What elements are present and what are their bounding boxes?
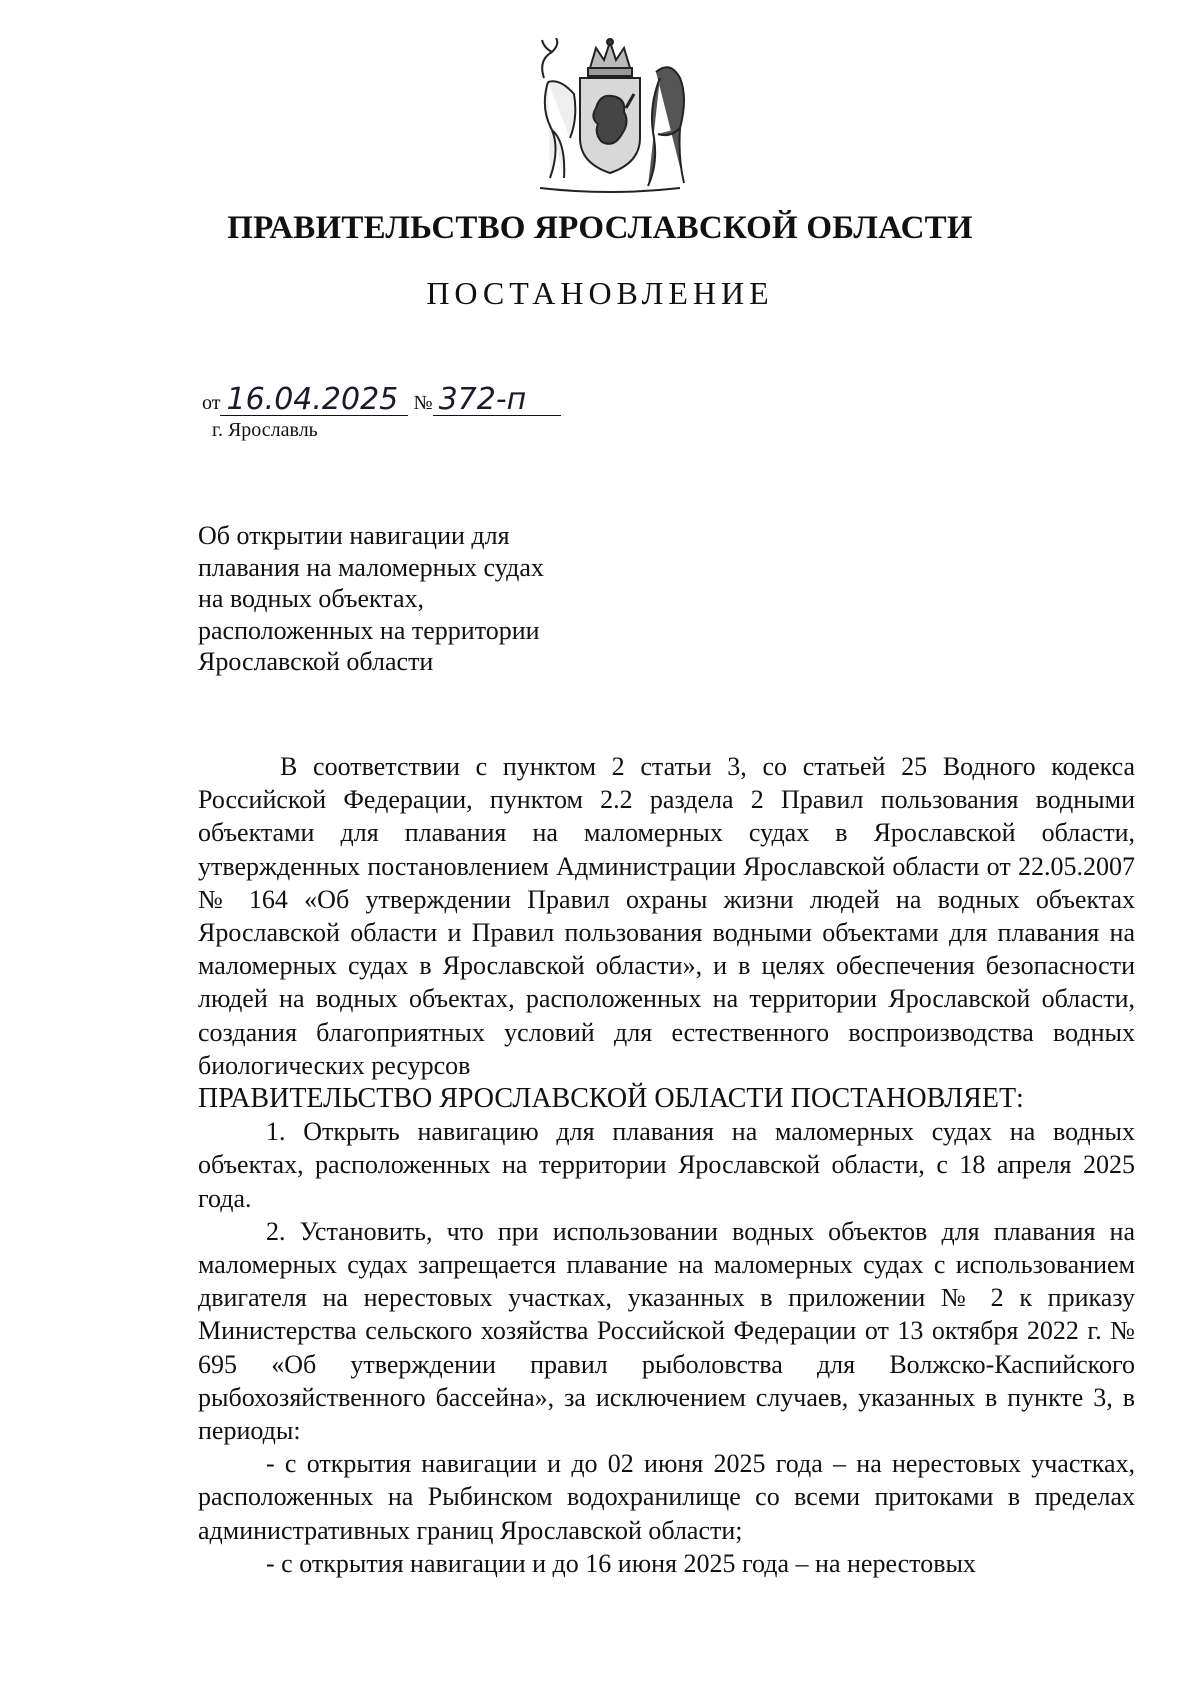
subject-line: на водных объектах, [198,584,424,613]
government-title: ПРАВИТЕЛЬСТВО ЯРОСЛАВСКОЙ ОБЛАСТИ [227,210,973,246]
subject-line: расположенных на территории [198,615,540,645]
registration-line [202,382,561,417]
subject-line: плавания на маломерных судах [198,552,544,582]
period-1-paragraph: - с открытия навигации и до 02 июня 2025 года – на нерестовых участках, расположенных на Рыбинском водохранилище со всеми притоками в пределах административных границ Ярославской области; [198,1449,1135,1545]
preamble-paragraph: В соответствии с пунктом 2 статьи 3, со статьей 25 Водного кодекса Российской Федерации, пунктом 2.2 раздела 2 Правил пользования водными объектами для плавания на маломерных судах в Ярославской области, утвержденных постановлением Администрации Ярославской области от 22.05.2007 № 164 «Об утверждении Правил охраны жизни людей на водных объектах Ярославской области и Правил пользования водными объектами для плавания на маломерных судах в Ярославской области», и в целях обеспечения безопасности людей на водных объектах, расположенных на территории Ярославской области, создания благоприятных условий для естественного воспроизводства водных биологических ресурсов [198,752,1135,1080]
registration-number: 372-п [433,385,561,416]
registration-date: 16.04.2025 [220,385,408,416]
coat-of-arms-icon [530,38,690,196]
item-1-paragraph: 1. Открыть навигацию для плавания на маломерных судах на водных объектах, расположенных на территории Ярославской области, с 18 апреля 2025 года. [198,1117,1135,1213]
date-prefix: от [202,392,221,414]
document-body [198,750,1135,1580]
period-2-paragraph: - с открытия навигации и до 16 июня 2025 года – на нерестовых [266,1548,976,1578]
subject-line: Об открытии навигации для [198,521,510,550]
item-2-paragraph: 2. Установить, что при использовании водных объектов для плавания на маломерных судах запрещается плавание на маломерных судах с использованием двигателя на нерестовых участках, указанных в приложении № 2 к приказу Министерства сельского хозяйства Российской Федерации от 13 октября 2022 г. № 695 «Об утверждении правил рыболовства для Волжско-Каспийского рыбохозяйственного бассейна», за исключением случаев, указанных в пункте 3, в периоды: [198,1216,1135,1446]
number-prefix: № [413,392,433,414]
subject-line: Ярославской области [198,647,434,676]
city: г. Ярославль [212,419,318,441]
document-type: ПОСТАНОВЛЕНИЕ [426,275,774,311]
document-subject [198,520,544,678]
decree-heading: ПРАВИТЕЛЬСТВО ЯРОСЛАВСКОЙ ОБЛАСТИ ПОСТАНОВЛЯЕТ: [198,1083,1024,1115]
